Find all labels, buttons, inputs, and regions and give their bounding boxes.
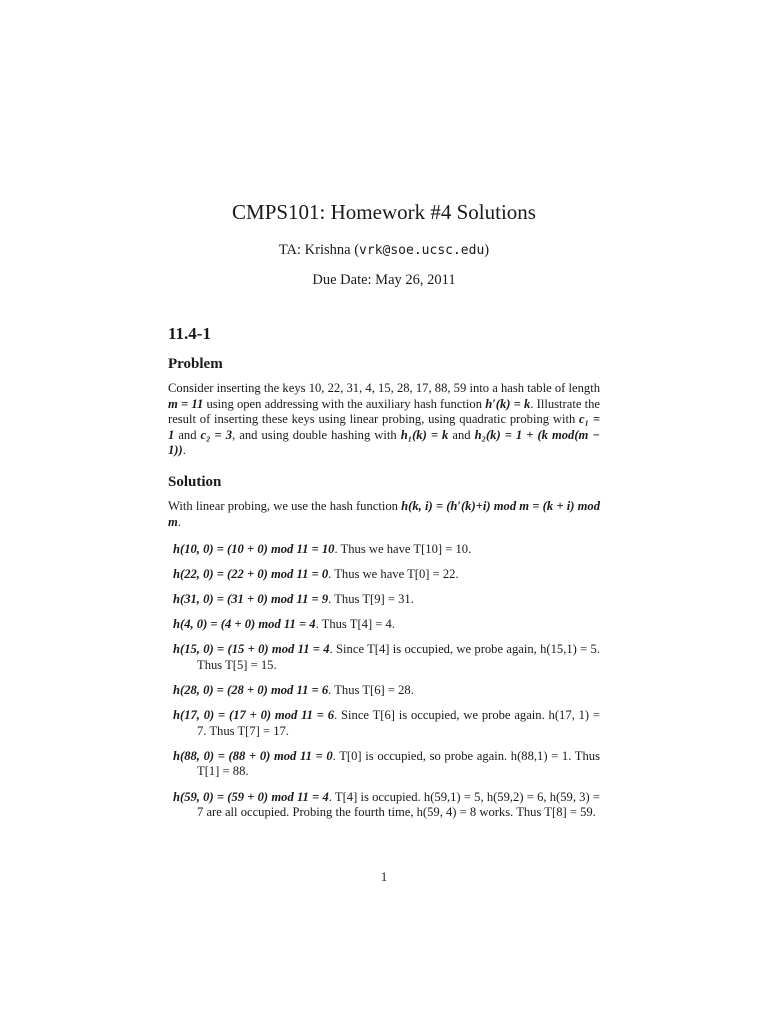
problem-text-part: , and using double hashing with <box>232 427 401 442</box>
problem-math: h₁(k) = k <box>400 427 449 442</box>
problem-text-part: . <box>182 443 186 458</box>
step-math: h(4, 0) = (4 + 0) mod 11 = 4 <box>173 617 316 632</box>
problem-text-part: Consider inserting the keys 10, 22, 31, 4, 15, 28, 17, 88, 59 into a hash table of length <box>168 381 600 395</box>
step-text: . Thus T[6] = 28. <box>328 683 414 698</box>
solution-step <box>173 683 600 699</box>
solution-step <box>173 567 600 583</box>
problem-math: c₁ = 1 <box>168 412 600 442</box>
solution-math: h(k, i) = (h′(k)+i) mod m = (k + i) mod m <box>168 499 600 529</box>
ta-suffix: ) <box>484 242 490 258</box>
page-number: 1 <box>380 870 388 884</box>
problem-text-part: and <box>174 427 201 442</box>
step-math: h(31, 0) = (31 + 0) mod 11 = 9 <box>173 592 329 607</box>
step-text: . Thus T[9] = 31. <box>328 592 414 607</box>
problem-math: m = 11 <box>168 396 204 411</box>
ta-email: vrk@soe.ucsc.edu <box>359 243 485 258</box>
ta-prefix: TA: Krishna ( <box>278 242 360 258</box>
step-math: h(22, 0) = (22 + 0) mod 11 = 0 <box>173 567 329 582</box>
solution-text-part: With linear probing, we use the hash function <box>168 499 402 513</box>
solution-step <box>173 542 600 558</box>
step-math: h(28, 0) = (28 + 0) mod 11 = 6 <box>173 683 329 698</box>
step-math: h(10, 0) = (10 + 0) mod 11 = 10 <box>173 542 335 556</box>
problem-heading: Problem <box>168 356 223 372</box>
step-math: h(15, 0) = (15 + 0) mod 11 = 4 <box>173 642 330 657</box>
solution-steps <box>173 542 600 830</box>
step-math: h(17, 0) = (17 + 0) mod 11 = 6 <box>173 708 335 723</box>
solution-text-part: . <box>177 514 181 529</box>
solution-step <box>173 617 600 633</box>
solution-intro <box>168 499 600 530</box>
step-text: . Thus we have T[0] = 22. <box>328 567 459 582</box>
problem-statement <box>168 381 600 459</box>
problem-math: c₂ = 3 <box>200 427 233 442</box>
step-text: . T[4] is occupied. h(59,1) = 5, h(59,2) = 6, h(59, 3) = 7 are all occupied. Probing the fourth time, h(59, 4) = 8 works. Thus T[8] = 59. <box>197 789 600 820</box>
step-text: . T[0] is occupied, so probe again. h(88,1) = 1. Thus T[1] = 88. <box>197 748 600 779</box>
step-math: h(88, 0) = (88 + 0) mod 11 = 0 <box>173 748 333 763</box>
due-date: Due Date: May 26, 2011 <box>312 272 456 288</box>
problem-math: h′(k) = k <box>485 396 531 411</box>
solution-heading: Solution <box>168 474 222 490</box>
step-text: . Since T[6] is occupied, we probe again. h(17, 1) = 7. Thus T[7] = 17. <box>197 708 600 738</box>
ta-line <box>0 242 768 259</box>
problem-text-part: . Illustrate the result of inserting these keys using linear probing, using quadratic probing with <box>168 396 600 427</box>
document-title: CMPS101: Homework #4 Solutions <box>232 200 536 224</box>
step-text: . Thus T[4] = 4. <box>315 617 395 632</box>
step-math: h(59, 0) = (59 + 0) mod 11 = 4 <box>173 789 329 804</box>
section-number: 11.4-1 <box>168 324 211 343</box>
problem-text-part: using open addressing with the auxiliary hash function <box>203 396 486 411</box>
solution-step <box>173 642 600 673</box>
problem-text-part: and <box>448 427 475 442</box>
step-text: . Thus we have T[10] = 10. <box>334 542 472 556</box>
solution-step <box>173 790 600 821</box>
problem-math: h₂(k) = 1 + (k mod(m − 1)) <box>168 427 601 458</box>
solution-step <box>173 749 600 780</box>
solution-step <box>173 592 600 608</box>
solution-step <box>173 708 600 739</box>
step-text: . Since T[4] is occupied, we probe again, h(15,1) = 5. Thus T[5] = 15. <box>197 642 600 672</box>
